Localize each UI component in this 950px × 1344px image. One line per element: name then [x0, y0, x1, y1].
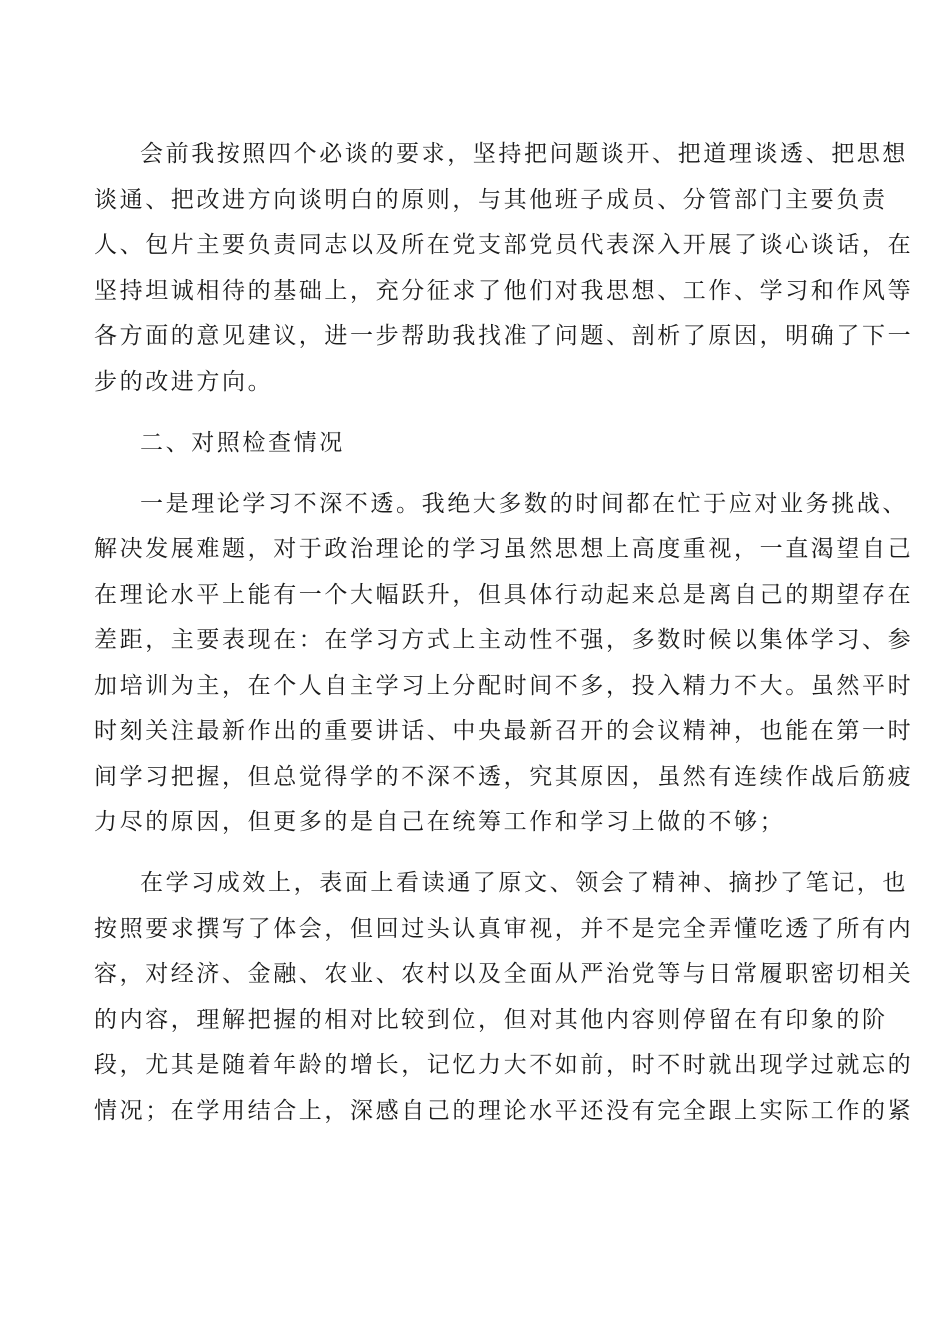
- text-line: 谈通、把改进方向谈明白的原则，与其他班子成员、分管部门主要负责: [94, 186, 888, 213]
- heading-text: 二、对照检查情况: [140, 429, 345, 456]
- text-line: 情况；在学用结合上，深感自己的理论水平还没有完全跟上实际工作的紧: [94, 1097, 914, 1124]
- text-line: 人、包片主要负责同志以及所在党支部党员代表深入开展了谈心谈话，在: [94, 232, 914, 258]
- text-line: 时刻关注最新作出的重要讲话、中央最新召开的会议精神，也能在第一时: [94, 718, 914, 744]
- text-line: 坚持坦诚相待的基础上，充分征求了他们对我思想、工作、学习和作风等: [94, 277, 914, 304]
- section-heading: [140, 421, 860, 467]
- text-line: 加培训为主，在个人自主学习上分配时间不多，投入精力不大。虽然平时: [94, 672, 914, 699]
- text-line: 容，对经济、金融、农业、农村以及全面从严治党等与日常履职密切相关: [94, 961, 914, 987]
- text-line: 的内容，理解把握的相对比较到位，但对其他内容则停留在有印象的阶: [94, 1006, 888, 1033]
- text-line: 步的改进方向。: [94, 368, 274, 395]
- text-line: 一是理论学习不深不透。我绝大多数的时间都在忙于应对业务挑战、: [140, 490, 908, 517]
- paragraph-meeting-preparation: [94, 132, 914, 405]
- text-line: 会前我按照四个必谈的要求，坚持把问题谈开、把道理谈透、把思想: [140, 141, 908, 167]
- paragraph-study-results: [94, 861, 914, 1134]
- text-line: 在理论水平上能有一个大幅跃升，但具体行动起来总是离自己的期望存在: [94, 581, 914, 608]
- text-line: 按照要求撰写了体会，但回过头认真审视，并不是完全弄懂吃透了所有内: [94, 915, 914, 942]
- text-line: 间学习把握，但总觉得学的不深不透，究其原因，虽然有连续作战后筋疲: [94, 763, 914, 790]
- text-line: 段，尤其是随着年龄的增长，记忆力大不如前，时不时就出现学过就忘的: [94, 1052, 914, 1078]
- text-line: 力尽的原因，但更多的是自己在统筹工作和学习上做的不够；: [94, 809, 786, 835]
- text-line: 在学习成效上，表面上看读通了原文、领会了精神、摘抄了笔记，也: [140, 870, 908, 896]
- document-body: [94, 132, 914, 1150]
- text-line: 各方面的意见建议，进一步帮助我找准了问题、剖析了原因，明确了下一: [94, 323, 914, 349]
- paragraph-theory-study: [94, 482, 914, 846]
- text-line: 解决发展难题，对于政治理论的学习虽然思想上高度重视，一直渴望自己: [94, 536, 914, 562]
- text-line: 差距，主要表现在：在学习方式上主动性不强，多数时候以集体学习、参: [94, 627, 914, 653]
